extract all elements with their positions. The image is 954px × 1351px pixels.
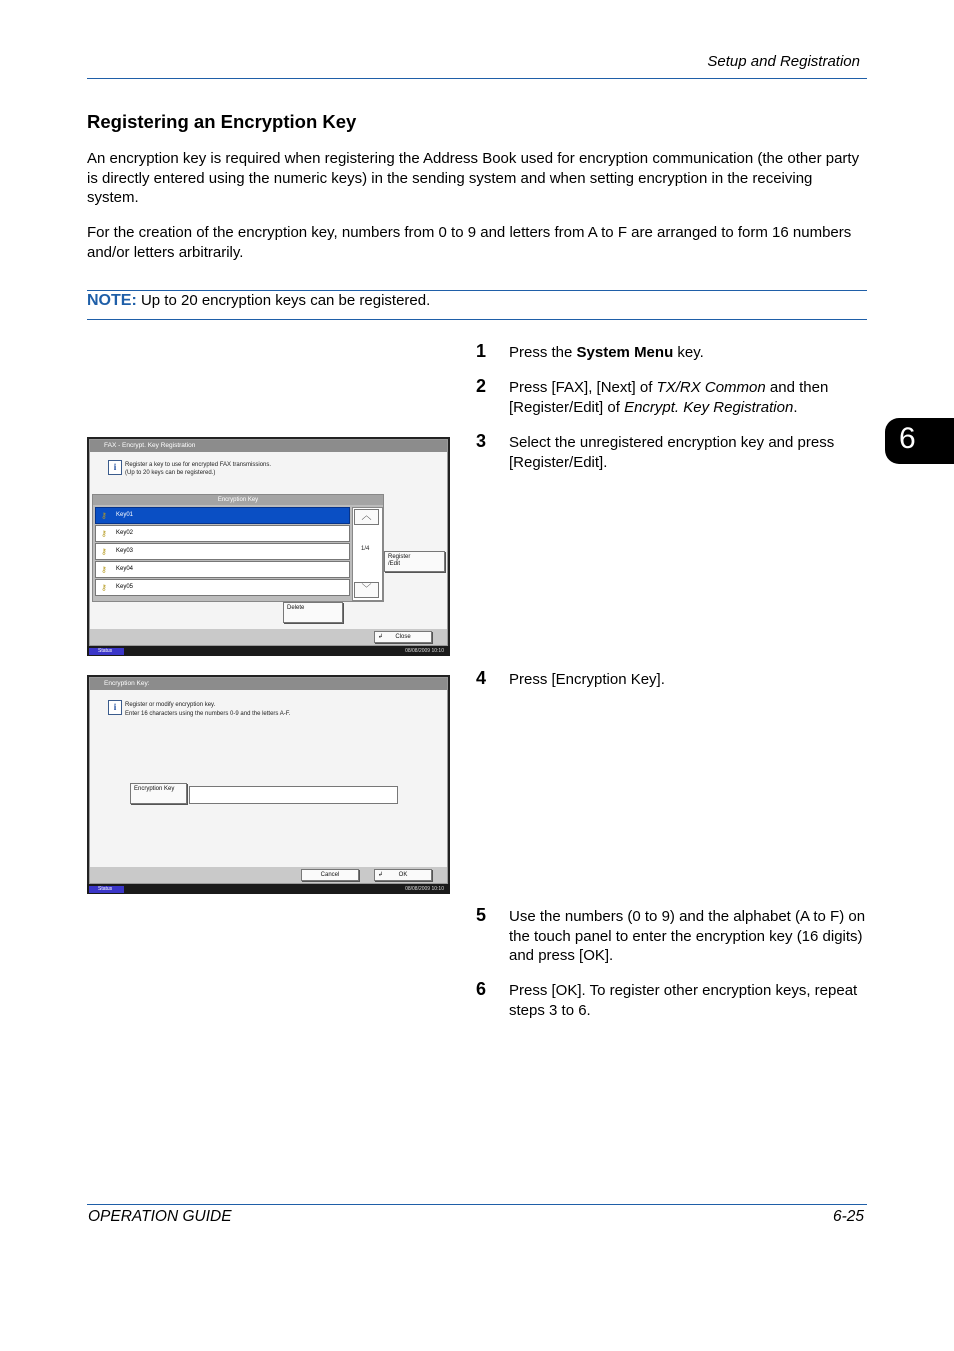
info-line: Register a key to use for encrypted FAX transmissions.	[125, 462, 272, 468]
status-button[interactable]: Status	[89, 886, 124, 893]
intro-paragraph: An encryption key is required when registering the Address Book used for encryption communication (the other party is directly entered using the numeric keys) in the sending system and when setting encryption in the receiving system.	[87, 150, 860, 206]
list-item-key04[interactable]	[95, 561, 350, 578]
step-text-part: and then [Register/Edit] of	[509, 379, 829, 416]
ok-button[interactable]	[374, 869, 432, 881]
footer-guide-title: OPERATION GUIDE	[88, 1208, 232, 1225]
footer-rule	[87, 1204, 867, 1205]
page-number: 6-25	[832, 1208, 864, 1225]
status-bar	[87, 884, 450, 894]
close-button-label: Close	[395, 634, 411, 640]
key-icon: ⚷	[101, 547, 107, 556]
key-icon: ⚷	[101, 529, 107, 538]
chevron-up-icon: ︿	[361, 511, 372, 522]
step-number: 4	[476, 668, 487, 688]
step-text	[509, 343, 869, 363]
scroll-down-button[interactable]	[354, 582, 379, 598]
note-bottom-rule	[87, 319, 867, 320]
chapter-number: 6	[899, 422, 916, 455]
list-item-label: Key03	[116, 548, 134, 554]
screen-title: FAX - Encrypt. Key Registration	[90, 440, 447, 452]
list-item-label: Key01	[116, 512, 134, 518]
step-text-italic: Encrypt. Key Registration	[624, 398, 794, 416]
step-text: Use the numbers (0 to 9) and the alphabet (A to F) on the touch panel to enter the encryption key (16 digits) and press [OK].	[509, 908, 866, 964]
cancel-button[interactable]: Cancel	[301, 869, 359, 881]
encryption-key-list	[92, 494, 384, 602]
register-edit-button[interactable]: Register /Edit	[384, 551, 445, 572]
list-item-label: Key02	[116, 530, 134, 536]
system-menu-key-name: System Menu	[576, 344, 674, 361]
note-top-rule	[87, 290, 867, 291]
list-item-label: Key04	[116, 566, 134, 572]
chapter-tab	[885, 418, 954, 464]
screen-body	[89, 439, 448, 646]
list-item-key02[interactable]	[95, 525, 350, 542]
enter-icon: ↲	[378, 872, 384, 878]
scroll-up-button[interactable]	[354, 509, 379, 525]
status-datetime: 08/08/2009 10:10	[405, 648, 444, 654]
info-line: Register or modify encryption key.	[125, 702, 216, 708]
encryption-key-entry-screenshot	[87, 675, 450, 894]
info-line: Enter 16 characters using the numbers 0-9 and the letters A-F.	[125, 711, 291, 717]
step-number: 5	[476, 905, 487, 925]
running-header: Setup and Registration	[707, 53, 860, 70]
list-item-label: Key05	[116, 584, 134, 590]
status-bar	[87, 646, 450, 656]
screen-bottom-bar	[90, 867, 447, 883]
close-button[interactable]	[374, 631, 432, 643]
step-number: 2	[476, 376, 487, 396]
header-rule	[87, 78, 867, 79]
status-datetime: 08/08/2009 10:10	[405, 886, 444, 892]
step-text-part: .	[793, 398, 798, 416]
note	[87, 292, 430, 310]
status-button[interactable]: Status	[89, 648, 124, 655]
step-number: 1	[476, 341, 487, 361]
screen-title: Encryption Key:	[90, 678, 447, 690]
page-indicator: 1/4	[361, 546, 370, 552]
step-text-italic: TX/RX Common	[656, 379, 766, 396]
encryption-key-button[interactable]: Encryption Key	[130, 783, 187, 804]
screen-body	[89, 677, 448, 884]
info-line: (Up to 20 keys can be registered.)	[125, 470, 216, 476]
key-icon: ⚷	[101, 565, 107, 574]
creation-paragraph: For the creation of the encryption key, numbers from 0 to 9 and letters from A to F are arranged to form 16 numbers and/or letters arbitrarily.	[87, 224, 852, 261]
list-item-key01[interactable]	[95, 507, 350, 524]
info-icon: i	[108, 460, 122, 475]
enter-icon: ↲	[378, 634, 384, 640]
note-label: NOTE:	[87, 292, 137, 309]
key-icon: ⚷	[101, 583, 107, 592]
key-icon: ⚷	[101, 511, 107, 520]
ok-button-label: OK	[398, 872, 408, 878]
step-text-part: Press the	[509, 344, 577, 361]
list-item-key05[interactable]	[95, 579, 350, 596]
note-text: Up to 20 encryption keys can be registered.	[140, 292, 431, 309]
step-number: 3	[476, 431, 487, 451]
encryption-key-field[interactable]	[189, 786, 398, 804]
delete-button[interactable]: Delete	[283, 602, 343, 623]
section-title: Registering an Encryption Key	[87, 111, 357, 132]
list-header: Encryption Key	[93, 495, 383, 505]
step-text	[509, 378, 869, 417]
chevron-down-icon: ﹀	[361, 584, 372, 595]
encrypt-key-registration-screenshot	[87, 437, 450, 656]
info-icon: i	[108, 700, 122, 715]
step-text: Select the unregistered encryption key and press [Register/Edit].	[509, 434, 835, 471]
step-number: 6	[476, 979, 487, 999]
step-text: Press [Encryption Key].	[509, 671, 665, 688]
list-item-key03[interactable]	[95, 543, 350, 560]
step-text-part: Press [FAX], [Next] of	[509, 379, 657, 396]
step-text: Press [OK]. To register other encryption keys, repeat steps 3 to 6.	[509, 982, 858, 1019]
step-text-part: key.	[673, 344, 704, 361]
screen-bottom-bar	[90, 629, 447, 645]
